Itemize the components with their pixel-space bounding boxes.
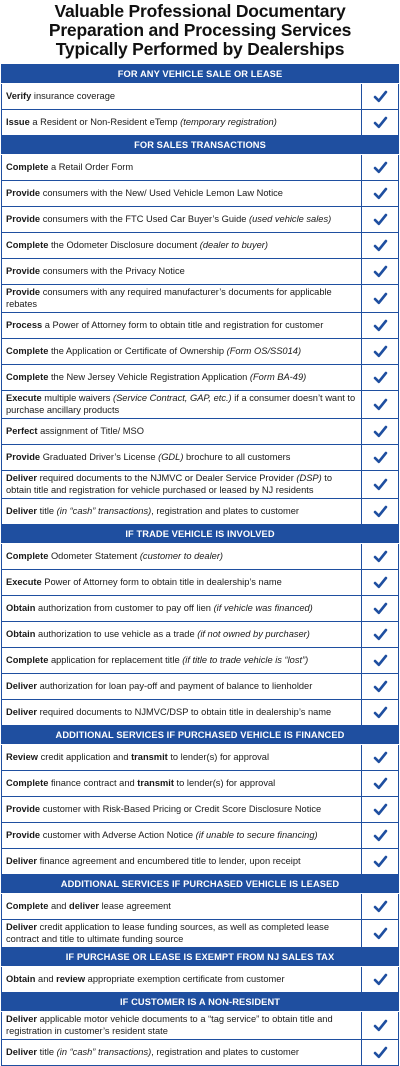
description-text: finance agreement and encumbered title to lender, upon receipt (37, 855, 301, 866)
description-text: and (48, 900, 70, 911)
check-cell (362, 1012, 398, 1039)
service-description (2, 1012, 362, 1039)
check-cell (362, 259, 398, 284)
action-verb: Deliver (6, 473, 38, 484)
description-text: the Application or Certificate of Ownership (48, 345, 227, 356)
description-text: required documents to NJMVC/DSP to obtain title in dealership’s name (37, 706, 332, 717)
service-description (2, 967, 362, 992)
section-header: IF PURCHASE OR LEASE IS EXEMPT FROM NJ SALES TAX (1, 948, 399, 967)
table-row (1, 391, 399, 419)
table-row (1, 84, 399, 110)
action-verb: Obtain (6, 973, 36, 984)
check-mark-icon (373, 776, 388, 791)
check-cell (362, 207, 398, 232)
check-mark-icon (373, 450, 388, 465)
description-text: if a consumer doesn’t want to purchase ancillary products (6, 393, 356, 415)
check-cell (362, 544, 398, 569)
description-text: Graduated Driver’s License (40, 451, 159, 462)
description-text: to lender(s) for approval (167, 751, 270, 762)
table-row (1, 648, 399, 674)
service-description (2, 445, 362, 470)
table-row (1, 445, 399, 471)
service-description (2, 110, 362, 135)
service-description (2, 849, 362, 874)
action-verb: Provide (6, 287, 41, 298)
action-verb: Deliver (6, 505, 38, 516)
service-description (2, 313, 362, 338)
check-cell (362, 339, 398, 364)
description-text: a Power of Attorney form to obtain title and registration for customer (42, 319, 324, 330)
check-mark-icon (373, 89, 388, 104)
table-row (1, 207, 399, 233)
description-text: the Odometer Disclosure document (48, 239, 200, 250)
section-header: FOR ANY VEHICLE SALE OR LEASE (1, 65, 399, 84)
description-text: , registration and plates to customer (151, 505, 300, 516)
description-text: finance contract and (48, 777, 138, 788)
description-text: the New Jersey Vehicle Registration Application (48, 371, 250, 382)
check-mark-icon (373, 477, 388, 492)
action-verb: Obtain (6, 602, 36, 613)
action-verb: Deliver (6, 1046, 38, 1057)
check-mark-icon (373, 679, 388, 694)
service-description (2, 285, 362, 312)
table-row (1, 771, 399, 797)
service-description (2, 365, 362, 390)
action-verb: Complete (6, 900, 49, 911)
action-verb: deliver (69, 900, 100, 911)
description-text: appropriate exemption certificate from customer (85, 973, 285, 984)
check-cell (362, 797, 398, 822)
description-text: a Retail Order Form (48, 161, 134, 172)
table-row (1, 920, 399, 948)
action-verb: Complete (6, 777, 49, 788)
description-text: credit application and (38, 751, 132, 762)
description-text: authorization from customer to pay off lien (35, 602, 214, 613)
table-row (1, 797, 399, 823)
check-cell (362, 745, 398, 770)
table-row (1, 674, 399, 700)
table-row (1, 967, 399, 993)
action-verb: Provide (6, 829, 41, 840)
check-cell (362, 570, 398, 595)
note-text: (customer to dealer) (139, 550, 224, 561)
check-mark-icon (373, 750, 388, 765)
table-row (1, 419, 399, 445)
table-row (1, 471, 399, 499)
description-text: customer with Adverse Action Notice (40, 829, 196, 840)
action-verb: Deliver (6, 855, 38, 866)
check-cell (362, 471, 398, 498)
check-mark-icon (373, 802, 388, 817)
service-description (2, 207, 362, 232)
description-text: title (37, 505, 57, 516)
service-description (2, 471, 362, 498)
action-verb: Execute (6, 393, 42, 404)
check-mark-icon (373, 397, 388, 412)
service-description (2, 155, 362, 180)
note-text: (Service Contract, GAP, etc.) (112, 393, 232, 404)
check-mark-icon (373, 926, 388, 941)
check-cell (362, 596, 398, 621)
table-row (1, 622, 399, 648)
description-text: consumers with the New/ Used Vehicle Lemon Law Notice (40, 187, 283, 198)
action-verb: Verify (6, 90, 32, 101)
action-verb: Deliver (6, 922, 38, 933)
table-row (1, 181, 399, 207)
description-text: application for replacement title (48, 654, 183, 665)
service-description (2, 674, 362, 699)
service-description (2, 544, 362, 569)
document-title (0, 0, 400, 64)
note-text: (temporary registration) (180, 116, 277, 127)
table-row (1, 700, 399, 726)
table-row (1, 1040, 399, 1066)
action-verb: Complete (6, 345, 49, 356)
check-mark-icon (373, 575, 388, 590)
service-description (2, 823, 362, 848)
description-text: to lender(s) for approval (173, 777, 276, 788)
service-description (2, 233, 362, 258)
check-mark-icon (373, 1045, 388, 1060)
service-description (2, 391, 362, 418)
table-row (1, 285, 399, 313)
section-header: IF CUSTOMER IS A NON-RESIDENT (1, 993, 399, 1012)
check-cell (362, 894, 398, 919)
description-text: consumers with the Privacy Notice (40, 265, 185, 276)
action-verb: Provide (6, 265, 41, 276)
action-verb: Deliver (6, 706, 38, 717)
note-text: (GDL) (158, 451, 184, 462)
description-text: authorization for loan pay-off and payment of balance to lienholder (37, 680, 313, 691)
title-line-3: Typically Performed by Dealerships (55, 39, 345, 59)
action-verb: Execute (6, 576, 42, 587)
check-cell (362, 313, 398, 338)
check-mark-icon (373, 854, 388, 869)
table-row (1, 823, 399, 849)
check-mark-icon (373, 424, 388, 439)
check-mark-icon (373, 115, 388, 130)
service-description (2, 920, 362, 947)
note-text: (Form BA-49) (249, 371, 307, 382)
action-verb: Deliver (6, 1014, 38, 1025)
action-verb: Complete (6, 550, 49, 561)
action-verb: Complete (6, 371, 49, 382)
service-description (2, 1040, 362, 1065)
description-text: and (35, 973, 57, 984)
check-cell (362, 622, 398, 647)
description-text: consumers with any required manufacturer’s documents for applicable rebates (6, 287, 332, 309)
description-text: required documents to the NJMVC or Dealer Service Provider (37, 473, 297, 484)
check-mark-icon (373, 1018, 388, 1033)
service-description (2, 894, 362, 919)
check-mark-icon (373, 264, 388, 279)
note-text: (dealer to buyer) (199, 239, 268, 250)
check-cell (362, 674, 398, 699)
check-mark-icon (373, 186, 388, 201)
table-row (1, 894, 399, 920)
action-verb: Complete (6, 239, 49, 250)
check-cell (362, 700, 398, 725)
service-description (2, 700, 362, 725)
check-cell (362, 391, 398, 418)
action-verb: Provide (6, 451, 41, 462)
description-text: applicable motor vehicle documents to a “tag service” to obtain title and registration in customer’s resident state (6, 1014, 333, 1036)
service-description (2, 84, 362, 109)
services-table (1, 64, 399, 1066)
action-verb: Provide (6, 213, 41, 224)
check-cell (362, 365, 398, 390)
check-mark-icon (373, 370, 388, 385)
check-cell (362, 155, 398, 180)
table-row (1, 110, 399, 136)
check-mark-icon (373, 291, 388, 306)
description-text: consumers with the FTC Used Car Buyer’s Guide (40, 213, 250, 224)
note-text: (in “cash” transactions) (56, 1046, 152, 1057)
action-verb: Complete (6, 161, 49, 172)
note-text: (used vehicle sales) (249, 213, 332, 224)
action-verb: Review (6, 751, 39, 762)
table-row (1, 849, 399, 875)
service-description (2, 622, 362, 647)
table-row (1, 339, 399, 365)
description-text: brochure to all customers (183, 451, 291, 462)
action-verb: transmit (137, 777, 174, 788)
check-cell (362, 823, 398, 848)
check-mark-icon (373, 504, 388, 519)
service-description (2, 499, 362, 524)
table-row (1, 365, 399, 391)
table-row (1, 544, 399, 570)
check-cell (362, 771, 398, 796)
section-header: ADDITIONAL SERVICES IF PURCHASED VEHICLE IS LEASED (1, 875, 399, 894)
description-text: lease agreement (99, 900, 171, 911)
table-row (1, 233, 399, 259)
check-cell (362, 445, 398, 470)
check-mark-icon (373, 627, 388, 642)
check-cell (362, 181, 398, 206)
service-description (2, 181, 362, 206)
service-description (2, 771, 362, 796)
table-row (1, 499, 399, 525)
title-line-2: Preparation and Processing Services (48, 20, 352, 40)
check-mark-icon (373, 705, 388, 720)
table-row (1, 313, 399, 339)
action-verb: Process (6, 319, 43, 330)
action-verb: Complete (6, 654, 49, 665)
description-text: customer with Risk-Based Pricing or Credit Score Disclosure Notice (40, 803, 322, 814)
table-row (1, 570, 399, 596)
action-verb: Perfect (6, 425, 38, 436)
service-description (2, 596, 362, 621)
check-mark-icon (373, 344, 388, 359)
table-row (1, 1012, 399, 1040)
section-header: FOR SALES TRANSACTIONS (1, 136, 399, 155)
check-cell (362, 920, 398, 947)
note-text: (if not owned by purchaser) (197, 628, 310, 639)
check-cell (362, 499, 398, 524)
section-header: IF TRADE VEHICLE IS INVOLVED (1, 525, 399, 544)
description-text: multiple waivers (41, 393, 113, 404)
note-text: (if unable to secure financing) (195, 829, 318, 840)
check-mark-icon (373, 160, 388, 175)
action-verb: Obtain (6, 628, 36, 639)
description-text: title (37, 1046, 57, 1057)
note-text: (if title to trade vehicle is “lost”) (182, 654, 309, 665)
check-mark-icon (373, 318, 388, 333)
description-text: to obtain title and registration for vehicle purchased or leased by NJ residents (6, 473, 333, 495)
service-description (2, 648, 362, 673)
check-cell (362, 285, 398, 312)
check-cell (362, 110, 398, 135)
check-mark-icon (373, 549, 388, 564)
service-description (2, 259, 362, 284)
check-cell (362, 419, 398, 444)
title-line-1: Valuable Professional Documentary (54, 1, 346, 21)
description-text: authorization to use vehicle as a trade (35, 628, 198, 639)
check-cell (362, 233, 398, 258)
note-text: (in “cash” transactions) (56, 505, 152, 516)
table-row (1, 155, 399, 181)
section-header: ADDITIONAL SERVICES IF PURCHASED VEHICLE IS FINANCED (1, 726, 399, 745)
description-text: a Resident or Non-Resident eTemp (29, 116, 181, 127)
description-text: credit application to lease funding sources, as well as completed lease contract and title to ultimate funding source (6, 922, 330, 944)
check-mark-icon (373, 899, 388, 914)
description-text: Odometer Statement (48, 550, 140, 561)
table-row (1, 259, 399, 285)
check-cell (362, 648, 398, 673)
check-mark-icon (373, 212, 388, 227)
description-text: assignment of Title/ MSO (37, 425, 144, 436)
action-verb: Provide (6, 803, 41, 814)
description-text: , registration and plates to customer (151, 1046, 300, 1057)
check-cell (362, 849, 398, 874)
check-cell (362, 967, 398, 992)
service-description (2, 570, 362, 595)
check-cell (362, 84, 398, 109)
service-description (2, 797, 362, 822)
action-verb: transmit (131, 751, 168, 762)
table-row (1, 745, 399, 771)
action-verb: Issue (6, 116, 30, 127)
check-mark-icon (373, 972, 388, 987)
description-text: Power of Attorney form to obtain title in dealership’s name (41, 576, 282, 587)
action-verb: Provide (6, 187, 41, 198)
check-mark-icon (373, 653, 388, 668)
check-mark-icon (373, 828, 388, 843)
check-mark-icon (373, 601, 388, 616)
description-text: insurance coverage (31, 90, 116, 101)
service-description (2, 419, 362, 444)
note-text: (if vehicle was financed) (213, 602, 313, 613)
table-row (1, 596, 399, 622)
check-mark-icon (373, 238, 388, 253)
check-cell (362, 1040, 398, 1065)
note-text: (Form OS/SS014) (226, 345, 302, 356)
service-description (2, 339, 362, 364)
note-text: (DSP) (296, 473, 322, 484)
action-verb: Deliver (6, 680, 38, 691)
service-description (2, 745, 362, 770)
action-verb: review (56, 973, 86, 984)
